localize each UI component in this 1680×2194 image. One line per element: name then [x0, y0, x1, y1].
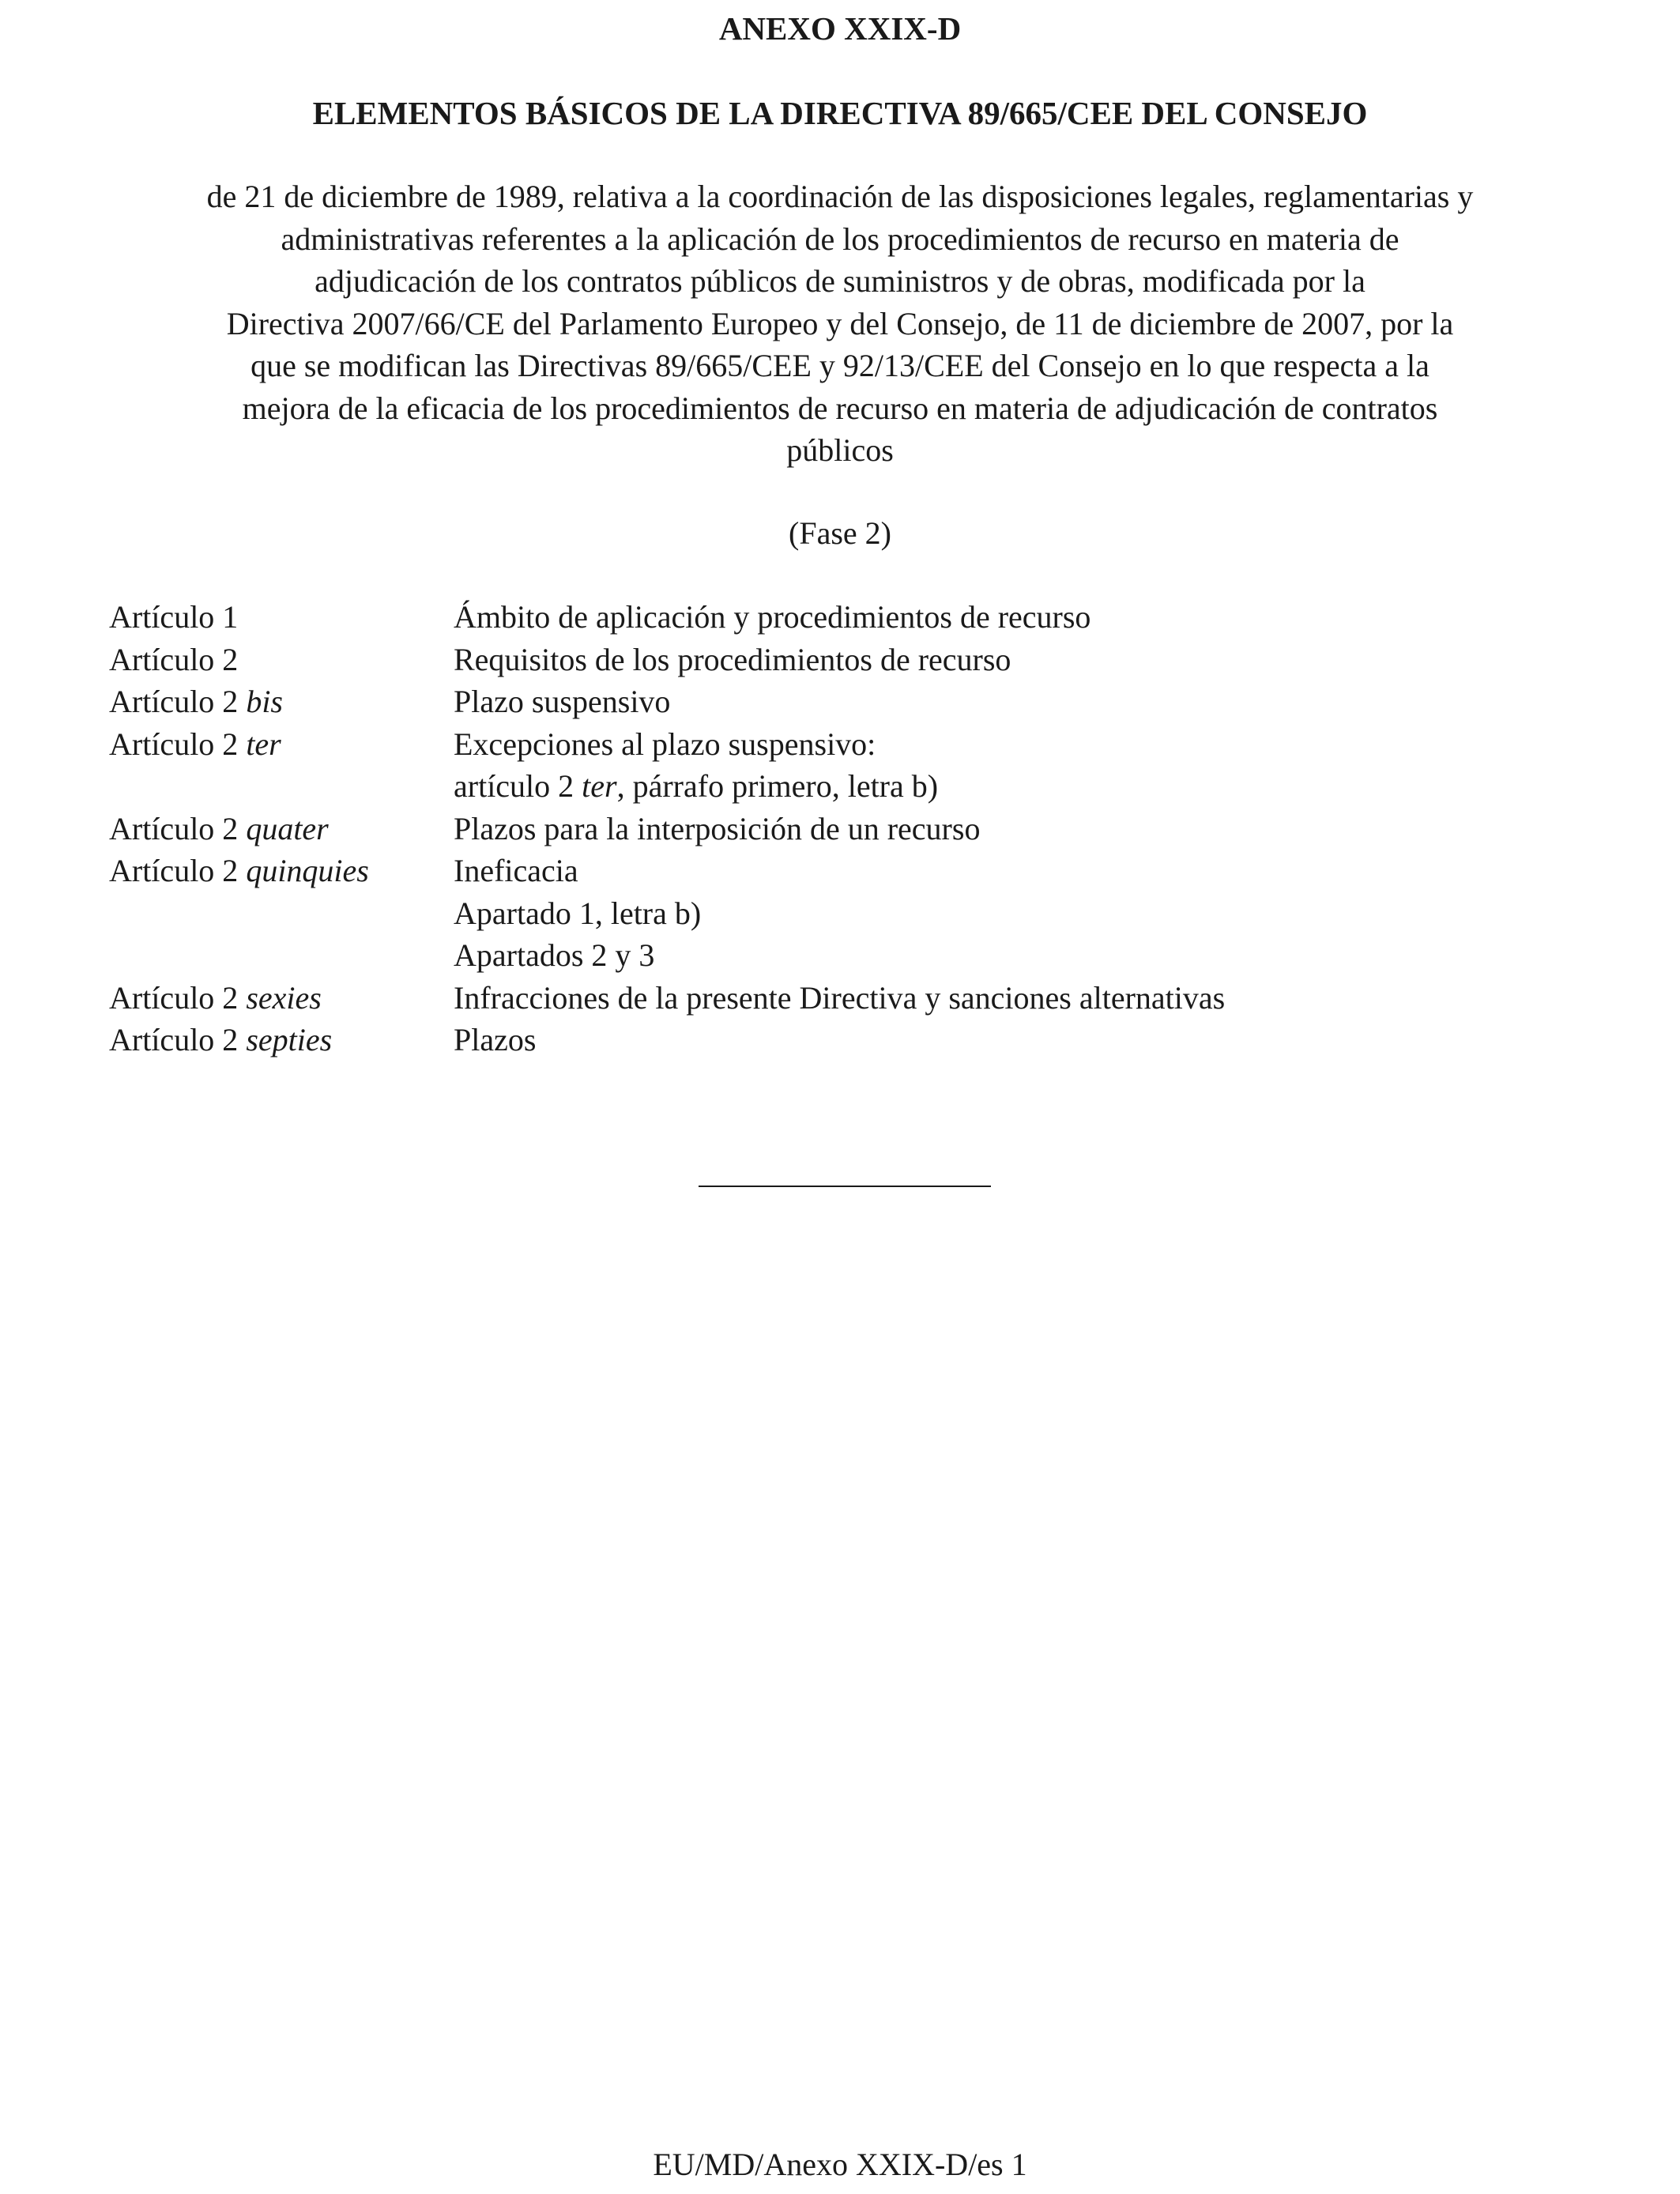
intro-line: de 21 de diciembre de 1989, relativa a la coordinación de las disposiciones legales, reglamentarias y — [206, 179, 1474, 214]
article-ref-suffix: quinquies — [246, 853, 369, 888]
article-row — [109, 723, 1531, 766]
section-divider — [699, 1186, 991, 1187]
article-ref — [109, 850, 454, 892]
article-desc: Apartados 2 y 3 — [454, 937, 655, 973]
article-desc: Infracciones de la presente Directiva y sanciones alternativas — [454, 979, 1226, 1016]
annex-title: ANEXO XXIX-D — [718, 10, 962, 47]
article-row — [109, 680, 1531, 723]
article-row — [109, 765, 1531, 808]
document-heading: ELEMENTOS BÁSICOS DE LA DIRECTIVA 89/665/CEE DEL CONSEJO — [312, 95, 1368, 131]
article-ref-suffix: quater — [246, 810, 329, 846]
article-row — [109, 850, 1531, 892]
page-footer: EU/MD/Anexo XXIX-D/es 1 — [653, 2147, 1027, 2182]
intro-line: adjudicación de los contratos públicos de suministros y de obras, modificada por la — [315, 263, 1365, 299]
intro-line: Directiva 2007/66/CE del Parlamento Europeo y del Consejo, de 11 de diciembre de 2007, por la — [226, 305, 1454, 341]
article-desc: Ámbito de aplicación y procedimientos de recurso — [454, 599, 1091, 635]
article-ref — [109, 808, 454, 850]
intro-line: públicos — [786, 432, 894, 468]
intro-line: mejora de la eficacia de los procedimientos de recurso en materia de adjudicación de contratos — [242, 390, 1438, 426]
article-ref — [109, 723, 454, 766]
intro-paragraph — [95, 175, 1585, 472]
article-ref — [109, 596, 454, 639]
article-ref-suffix: septies — [246, 1022, 333, 1057]
phase-label: (Fase 2) — [789, 515, 891, 551]
article-ref-suffix: ter — [246, 726, 281, 762]
article-row — [109, 1019, 1531, 1061]
article-ref — [109, 680, 454, 723]
article-ref-suffix: sexies — [246, 979, 322, 1016]
article-ref-text: Artículo 2 — [109, 641, 239, 677]
article-row — [109, 977, 1531, 1020]
article-ref — [109, 1019, 454, 1061]
intro-line: administrativas referentes a la aplicación de los procedimientos de recurso en materia de — [281, 221, 1399, 257]
article-desc: Plazos para la interposición de un recurso — [454, 810, 981, 846]
article-row — [109, 639, 1531, 681]
article-row — [109, 808, 1531, 850]
article-row — [109, 596, 1531, 639]
article-ref — [109, 934, 454, 977]
article-desc: Plazos — [454, 1022, 537, 1057]
article-ref-text: Artículo 2 — [109, 979, 247, 1016]
articles-table — [109, 596, 1531, 1061]
intro-line: que se modifican las Directivas 89/665/CEE y 92/13/CEE del Consejo en lo que respecta a la — [250, 348, 1430, 383]
article-desc-emphasis: ter — [582, 768, 617, 804]
article-ref-text: Artículo 2 — [109, 810, 247, 846]
article-desc: Apartado 1, letra b) — [454, 895, 702, 931]
article-ref-text: Artículo 1 — [109, 599, 239, 635]
article-ref — [109, 765, 454, 808]
article-desc: Ineficacia — [454, 853, 578, 888]
article-row — [109, 934, 1531, 977]
article-ref-text: Artículo 2 — [109, 684, 247, 719]
article-desc-text: artículo 2 — [454, 768, 582, 804]
article-desc: Plazo suspensivo — [454, 684, 671, 719]
article-ref — [109, 892, 454, 935]
article-desc — [454, 765, 1531, 808]
article-ref-text: Artículo 2 — [109, 726, 247, 762]
article-desc: Requisitos de los procedimientos de recurso — [454, 641, 1011, 677]
article-desc-text: , párrafo primero, letra b) — [616, 768, 939, 804]
article-ref-text: Artículo 2 — [109, 1022, 247, 1057]
article-desc: Excepciones al plazo suspensivo: — [454, 726, 876, 762]
article-ref — [109, 639, 454, 681]
article-ref — [109, 977, 454, 1020]
article-ref-text: Artículo 2 — [109, 853, 247, 888]
article-row — [109, 892, 1531, 935]
article-ref-suffix: bis — [246, 684, 283, 719]
